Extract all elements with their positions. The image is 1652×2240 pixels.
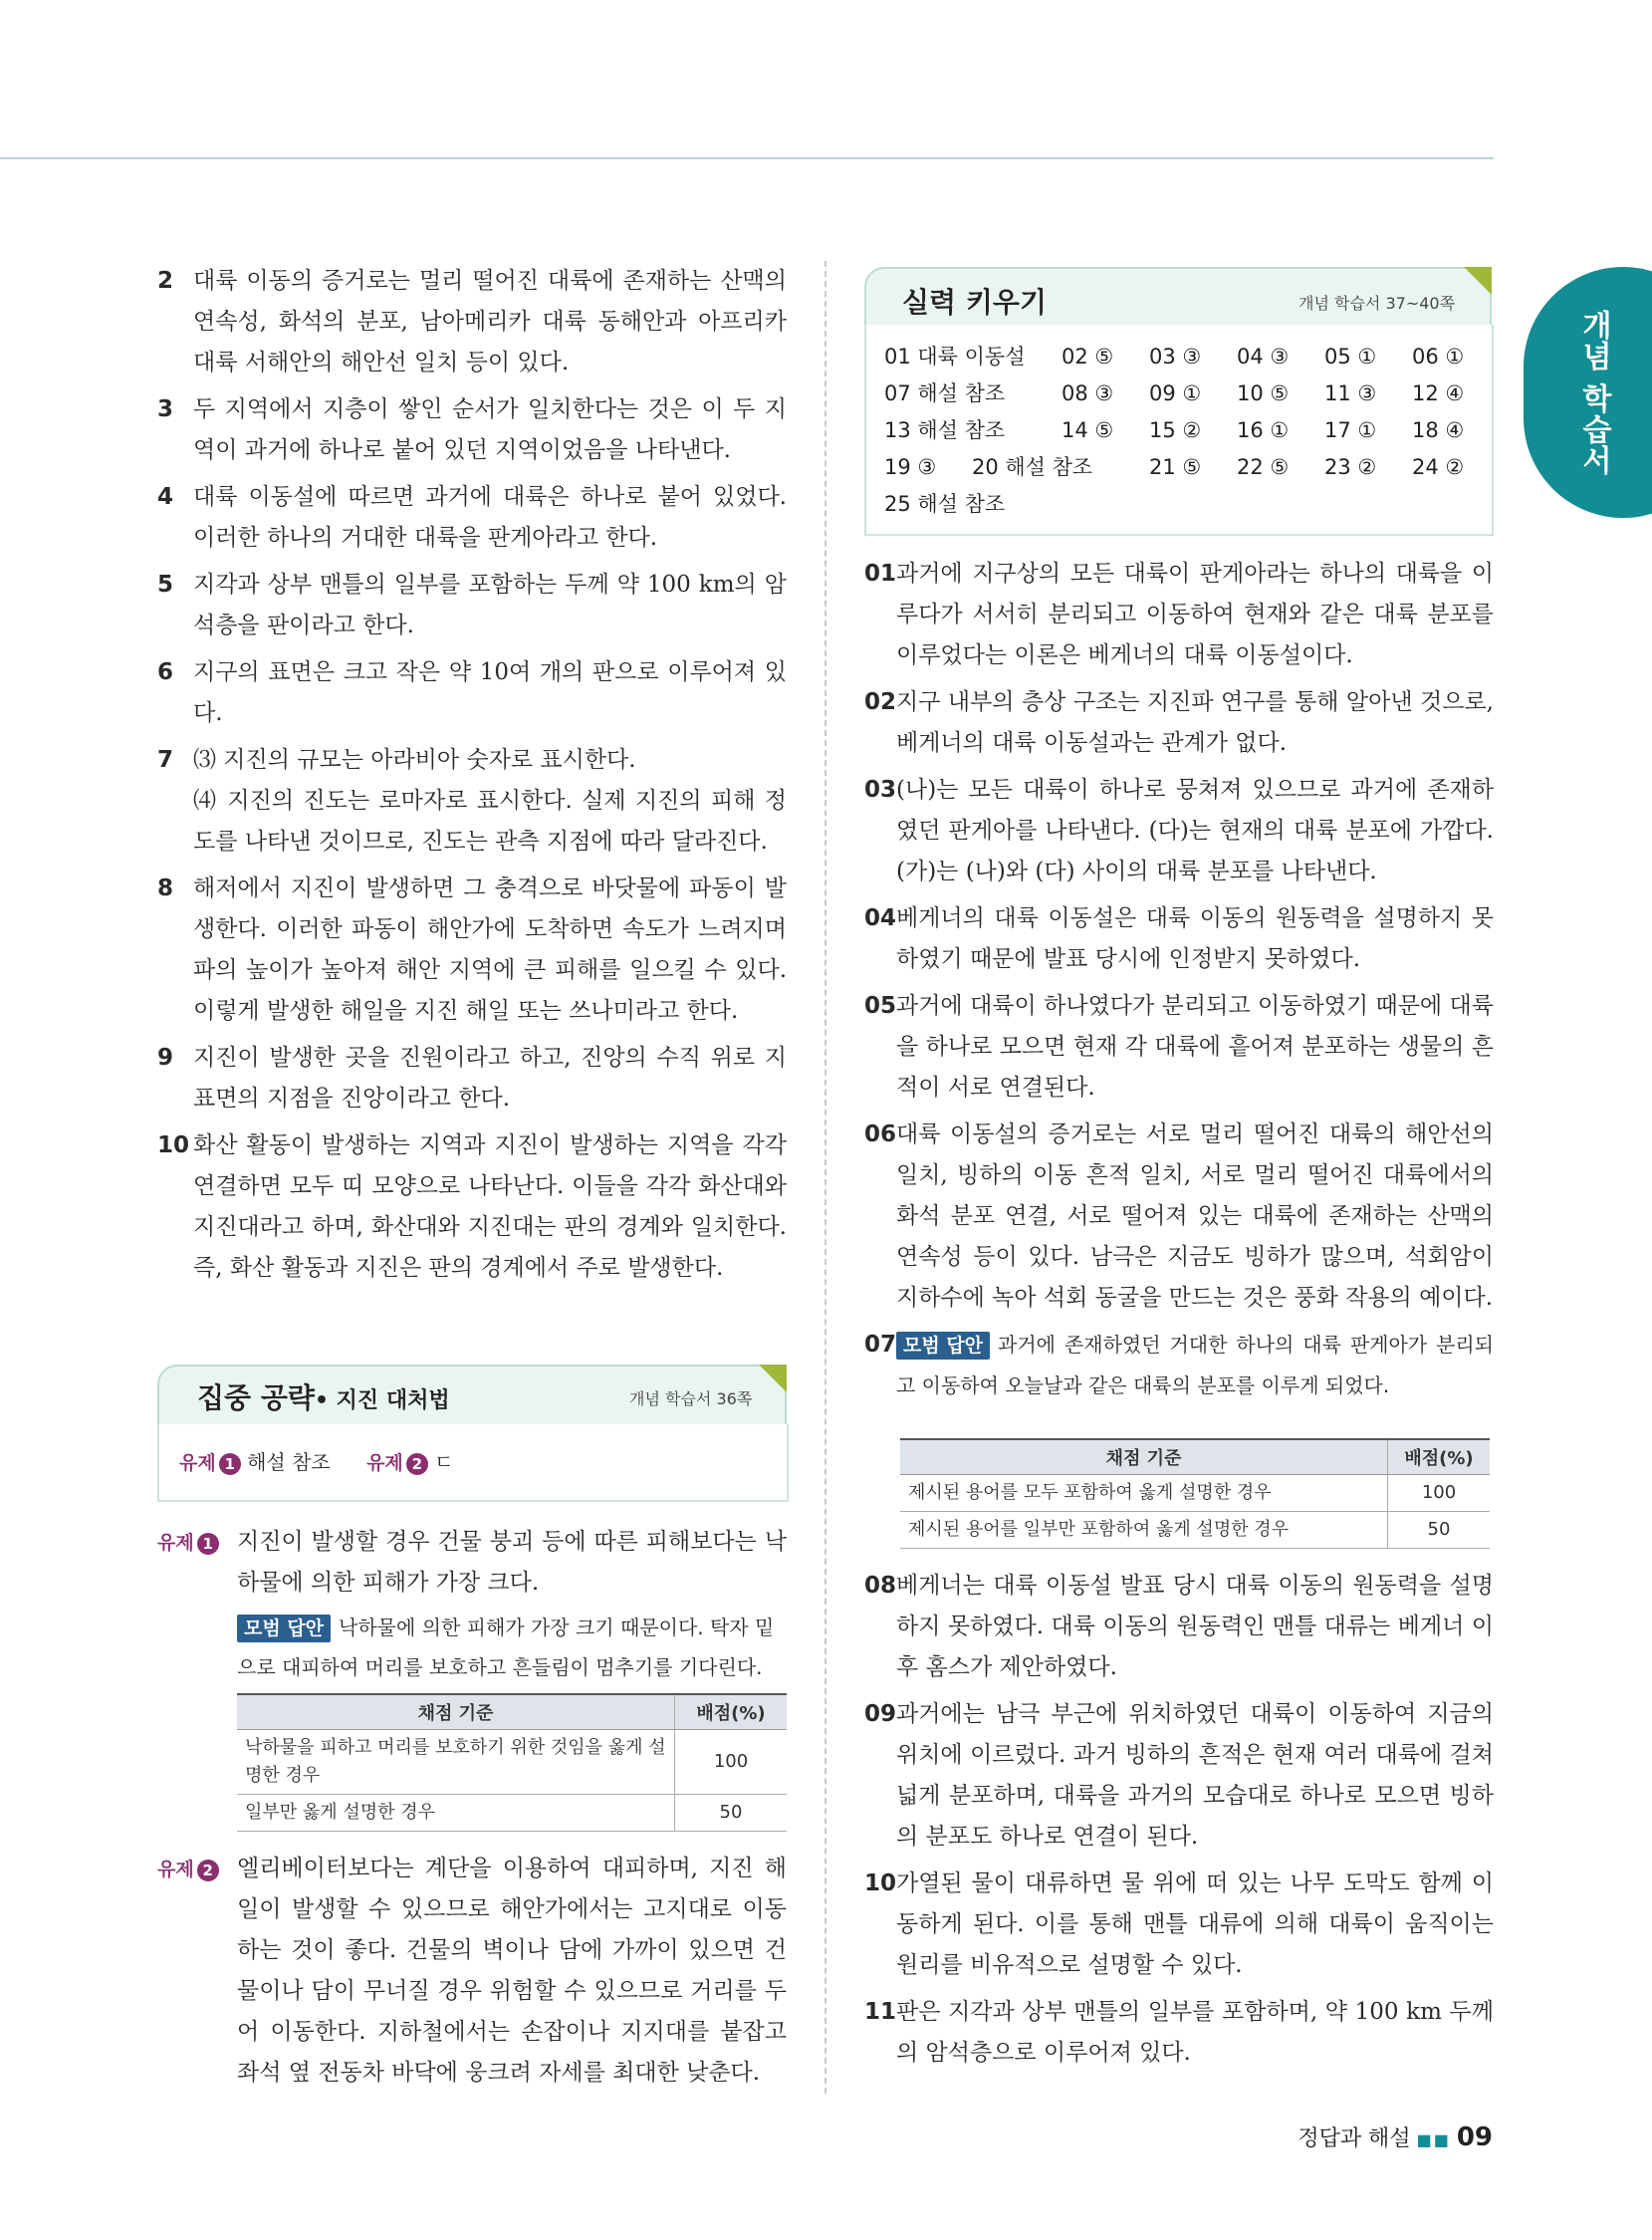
answer-item: 9 지진이 발생한 곳을 진원이라고 하고, 진앙의 수직 위로 지표면의 지점을 진앙이라고 한다. [157,1045,787,1112]
focus-box-summary [157,1424,789,1502]
header-rule [0,157,1494,159]
yuje-1-num: 1 [219,1453,241,1475]
answer-item: 10 가열된 물이 대류하면 물 위에 떠 있는 나무 도막도 함께 이동하게 된다. 이를 통해 맨틀 대류에 의해 대륙이 움직이는 원리를 비유적으로 설명할 수 있다. [864,1870,1494,1978]
yuje-1-label: 유제 [179,1452,216,1474]
answer-row: 25 해설 참조 [884,492,1006,516]
page-footer [1298,2121,1493,2152]
q07-score-table: 채점 기준 배점(%) 제시된 용어를 모두 포함하여 옳게 설명한 경우 100 제시된 용어를 일부만 포함하여 옳게 설명한 경우 50 [900,1438,1490,1549]
yuje-2-block: 유제 2 엘리베이터보다는 계단을 이용하여 대피하며, 지진 해일이 발생할 수 있으므로 해안가에서는 고지대로 이동하는 것이 좋다. 건물의 벽이나 담에 가까이 있으면 건물이나 담이 무너질 경우 위험할 수 있으므로 거리를 두어 이동한다. 지하철에서는 손잡이나 지지대를 붙잡고 좌석 옆 전동차 바닥에 웅크려 자세를 최대한 낮춘다. [157,1856,787,2086]
answer-item: 8 해저에서 지진이 발생하면 그 충격으로 바닷물에 파동이 발생한다. 이러한 파동이 해안가에 도착하면 속도가 느려지며 파의 높이가 높아져 해안 지역에 큰 피해를 일으킬 수 있다. 이렇게 발생한 해일을 지진 해일 또는 쓰나미라고 한다. [157,875,787,1024]
footer-label: 정답과 해설 [1298,2126,1411,2151]
column-divider [825,261,826,2094]
skill-box-title: 실력 키우기 [902,286,1047,319]
yuje-2-num: 2 [406,1453,428,1475]
answer-item: 2 대륙 이동의 증거로는 멀리 떨어진 대륙에 존재하는 산맥의 연속성, 화석의 분포, 남아메리카 대륙 동해안과 아프리카 대륙 서해안의 해안선 일치 등이 있다. [157,268,787,375]
focus-box-ref: 개념 학습서 36쪽 [629,1389,753,1408]
answer-item: 5 지각과 상부 맨틀의 일부를 포함하는 두께 약 100 km의 암석층을 판이라고 한다. [157,572,787,638]
answer-item: 03 (나)는 모든 대륙이 하나로 뭉쳐져 있으므로 과거에 존재하였던 판게아를 나타낸다. (다)는 현재의 대륙 분포에 가깝다. (가)는 (나)와 (다) 사이의 대륙 분포를 나타낸다. [864,777,1494,884]
right-column [864,554,1494,1412]
skill-box-corner [1464,267,1492,295]
model-answer-text: 낙하물에 의한 피해가 가장 크기 때문이다. 탁자 밑으로 대피하여 머리를 보호하고 흔들림이 멈추기를 기다린다. [237,1616,775,1679]
skill-answer-grid [884,339,1472,523]
right-column-lower [864,1566,1494,2080]
answer-item: 10 화산 활동이 발생하는 지역과 지진이 발생하는 지역을 각각 연결하면 모두 띠 모양으로 나타난다. 이들을 각각 화산대와 지진대라고 하며, 화산대와 지진대는 판의 경계와 일치한다. 즉, 화산 활동과 지진은 판의 경계에서 주로 발생한다. [157,1132,787,1281]
answer-item: 3 두 지역에서 지층이 쌓인 순서가 일치한다는 것은 이 두 지역이 과거에 하나로 붙어 있던 지역이었음을 나타낸다. [157,396,787,463]
focus-box-corner [759,1365,787,1392]
answer-item: 09 과거에는 남극 부근에 위치하였던 대륙이 이동하여 지금의 위치에 이르렀다. 과거 빙하의 흔적은 현재 여러 대륙에 걸쳐 넓게 분포하며, 대륙을 과거의 모습대로 하나로 모으면 빙하의 분포도 하나로 연결이 된다. [864,1701,1494,1850]
answer-item: 4 대륙 이동설에 따르면 과거에 대륙은 하나로 붙어 있었다. 이러한 하나의 거대한 대륙을 판게아라고 한다. [157,484,787,551]
yuje-1-score-table: 채점 기준 배점(%) 낙하물을 피하고 머리를 보호하기 위한 것임을 옳게 설명한 경우 100 일부만 옳게 설명한 경우 50 [237,1693,787,1832]
yuje-2-answer: ㄷ [434,1450,454,1474]
page-number: 09 [1456,2122,1493,2152]
yuje-1-block: 유제 1 지진이 발생할 경우 건물 붕괴 등에 따른 피해보다는 낙하물에 의한 피해가 가장 크다. 모범 답안 낙하물에 의한 피해가 가장 크기 때문이다. 탁자 밑으로 대피하여 머리를 보호하고 흔들림이 멈추기를 기다린다. [157,1529,787,1679]
answer-item: 04 베게너의 대륙 이동설은 대륙 이동의 원동력을 설명하지 못하였기 때문에 발표 당시에 인정받지 못하였다. [864,905,1494,972]
yuje-2-label: 유제 [366,1452,403,1474]
answer-item: 02 지구 내부의 층상 구조는 지진파 연구를 통해 알아낸 것으로, 베게너의 대륙 이동설과는 관계가 없다. [864,689,1494,756]
answer-item: 7 ⑶ 지진의 규모는 아라비아 숫자로 표시한다. ⑷ 지진의 진도는 로마자로 표시한다. 실제 지진의 피해 정도를 나타낸 것이므로, 진도는 관측 지점에 따라 달라진다. [157,747,787,855]
answer-item: 6 지구의 표면은 크고 작은 약 10여 개의 판으로 이루어져 있다. [157,659,787,726]
answer-row: 19 ③ 20 해설 참조 21 ⑤ 22 ⑤ 23 ② 24 ② [884,455,1465,479]
answer-row: 07 해설 참조 08 ③ 09 ① 10 ⑤ 11 ③ 12 ④ [884,381,1465,405]
answer-row: 01 대륙 이동설 02 ⑤ 03 ③ 04 ③ 05 ① 06 ① [884,345,1465,369]
answer-item: 08 베게너는 대륙 이동설 발표 당시 대륙 이동의 원동력을 설명하지 못하였다. 대륙 이동의 원동력인 맨틀 대류는 베게너 이후 홈스가 제안하였다. [864,1573,1494,1680]
footer-dots: ■■ [1416,2130,1451,2149]
focus-box-title: 집중 공략• 지진 대처법 [197,1381,450,1414]
answer-item-07: 07 모범 답안 과거에 존재하였던 거대한 하나의 대륙 판게아가 분리되고 이동하여 오늘날과 같은 대륙의 분포를 이루게 되었다. [864,1332,1494,1397]
answer-item: 11 판은 지각과 상부 맨틀의 일부를 포함하며, 약 100 km 두께의 암석층으로 이루어져 있다. [864,1999,1494,2066]
left-column [157,261,787,1295]
yuje-1-answer: 해설 참조 [247,1450,331,1474]
answer-item: 06 대륙 이동설의 증거로는 서로 멀리 떨어진 대륙의 해안선의 일치, 빙하의 이동 흔적 일치, 서로 멀리 떨어진 대륙에서의 화석 분포 연결, 서로 떨어져 있는 대륙에 존재하는 산맥의 연속성 등이 있다. 남극은 지금도 빙하가 많으며, 석회암이 지하수에 녹아 석회 동굴을 만드는 것은 풍화 작용의 예이다. [864,1121,1494,1311]
answer-row: 13 해설 참조 14 ⑤ 15 ② 16 ① 17 ① 18 ④ [884,418,1465,442]
skill-box-ref: 개념 학습서 37~40쪽 [1298,294,1456,313]
answer-item: 05 과거에 대륙이 하나였다가 분리되고 이동하였기 때문에 대륙을 하나로 모으면 현재 각 대륙에 흩어져 분포하는 생물의 흔적이 서로 연결된다. [864,993,1494,1101]
side-tab-label: 개념 학습서 [1576,309,1611,476]
model-answer-badge: 모범 답안 [237,1615,331,1642]
answer-item: 01 과거에 지구상의 모든 대륙이 판게아라는 하나의 대륙을 이루다가 서서히 분리되고 이동하여 현재와 같은 대륙 분포를 이루었다는 이론은 베게너의 대륙 이동설이다. [864,561,1494,668]
